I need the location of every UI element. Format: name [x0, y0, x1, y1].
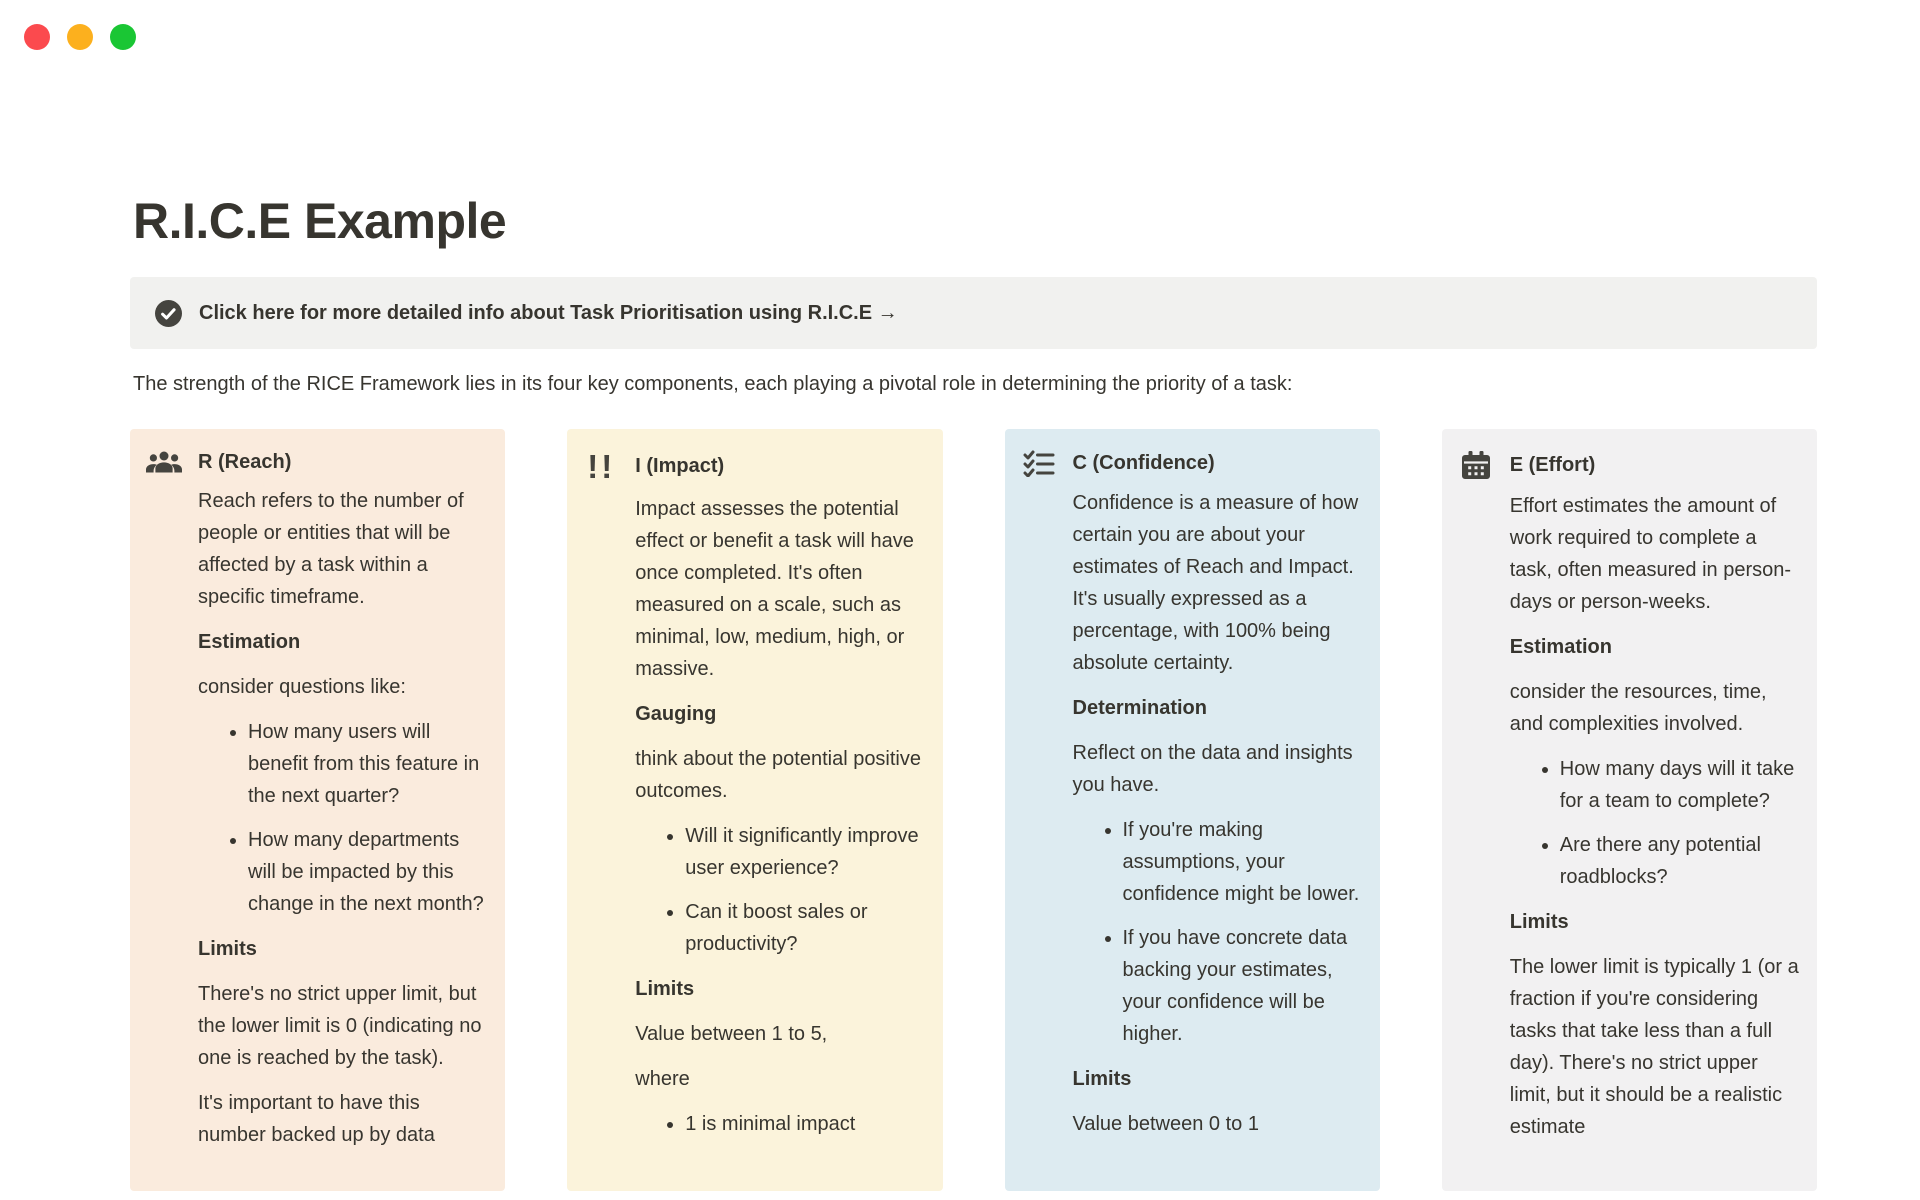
- card-title: R (Reach): [198, 451, 292, 473]
- card-bullet-item: • If you're making assumptions, your confidence might be lower.: [1123, 814, 1364, 910]
- card-paragraph: Value between 1 to 5,: [635, 1023, 828, 1045]
- card-subheading: Limits: [635, 978, 695, 1000]
- card-confidence: [1005, 429, 1380, 1191]
- card-paragraph: It's important to have this number backed up by data: [198, 1092, 435, 1146]
- card-paragraph: Reflect on the data and insights you have.: [1072, 742, 1353, 796]
- card-bullet-list: [1510, 753, 1801, 893]
- card-paragraph: The lower limit is typically 1 (or a fraction if you're considering tasks that take less than a full day). There's no strict upper limit, but it should be a realistic estimate: [1509, 956, 1799, 1138]
- card-subheading: Gauging: [635, 703, 717, 725]
- card-bullet-item: • Will it significantly improve user experience?: [685, 820, 926, 884]
- check-circle-icon: [155, 300, 182, 327]
- card-bullet-list: [198, 716, 489, 920]
- card-paragraph: Value between 0 to 1: [1072, 1113, 1259, 1135]
- card-paragraph: Reach refers to the number of people or entities that will be affected by a task within a specific timeframe.: [198, 490, 464, 608]
- card-subheading: Limits: [1072, 1068, 1132, 1090]
- close-button[interactable]: [24, 24, 50, 50]
- card-paragraph: Confidence is a measure of how certain you are about your estimates of Reach and Impact. It's usually expressed as a percentage, with 100% being absolute certainty.: [1072, 492, 1359, 674]
- callout-text: Click here for more detailed info about Task Prioritisation using R.I.C.E →: [199, 301, 898, 324]
- card-bullet-item: • Are there any potential roadblocks?: [1560, 829, 1801, 893]
- card-title: E (Effort): [1509, 453, 1596, 476]
- window-controls: [24, 24, 136, 50]
- intro-paragraph: The strength of the RICE Framework lies in its four key components, each playing a pivotal role in determining the priority of a task:: [133, 373, 1293, 395]
- card-bullet-item: • How many days will it take for a team to complete?: [1560, 753, 1801, 817]
- card-paragraph: There's no strict upper limit, but the lower limit is 0 (indicating no one is reached by the task).: [198, 983, 482, 1069]
- card-paragraph: Effort estimates the amount of work required to complete a task, often measured in person-days or person-weeks.: [1509, 495, 1792, 613]
- card-header: [146, 450, 489, 475]
- page-title: R.I.C.E Example: [133, 193, 507, 249]
- card-paragraph: Impact assesses the potential effect or benefit a task will have once completed. It's often measured on a scale, such as minimal, low, medium, high, or massive.: [635, 498, 914, 680]
- card-subheading: Estimation: [198, 631, 301, 653]
- card-impact: [567, 429, 942, 1191]
- card-title: I (Impact): [635, 455, 725, 477]
- card-paragraph: consider the resources, time, and complexities involved.: [1509, 681, 1767, 735]
- card-bullet-list: [1073, 814, 1364, 1050]
- card-header: [1021, 450, 1364, 477]
- zoom-button[interactable]: [110, 24, 136, 50]
- card-subheading: Estimation: [1509, 636, 1612, 658]
- card-paragraph: think about the potential positive outcomes.: [635, 748, 922, 802]
- card-paragraph: consider questions like:: [198, 676, 406, 698]
- card-subheading: Limits: [198, 938, 257, 960]
- checklist-icon: [1021, 450, 1057, 477]
- card-reach: [130, 429, 505, 1191]
- card-body: [1073, 487, 1364, 1140]
- card-bullet-item: • How many departments will be impacted by this change in the next month?: [248, 824, 489, 920]
- card-bullet-item: • How many users will benefit from this feature in the next quarter?: [248, 716, 489, 812]
- minimize-button[interactable]: [67, 24, 93, 50]
- people-group-icon: [146, 450, 182, 475]
- card-bullet-item: • If you have concrete data backing your estimates, your confidence will be higher.: [1123, 922, 1364, 1050]
- rice-cards: [130, 429, 1817, 1191]
- card-bullet-list: [635, 1108, 926, 1140]
- card-title: C (Confidence): [1072, 452, 1215, 474]
- card-header: [1458, 450, 1801, 480]
- page-content: [130, 194, 1817, 1191]
- double-exclamation-icon: !!: [587, 448, 616, 485]
- card-paragraph: where: [635, 1068, 690, 1090]
- card-bullet-item: • Can it boost sales or productivity?: [685, 896, 926, 960]
- card-subheading: Limits: [1509, 911, 1569, 933]
- card-bullet-item: • 1 is minimal impact: [685, 1108, 926, 1140]
- card-body: [1510, 490, 1801, 1143]
- callout-link[interactable]: [130, 277, 1817, 349]
- card-effort: [1442, 429, 1817, 1191]
- calendar-icon: [1458, 450, 1494, 480]
- card-header: [583, 450, 926, 483]
- card-subheading: Determination: [1072, 697, 1207, 719]
- card-body: [198, 485, 489, 1151]
- card-bullet-list: [635, 820, 926, 960]
- card-body: [635, 493, 926, 1140]
